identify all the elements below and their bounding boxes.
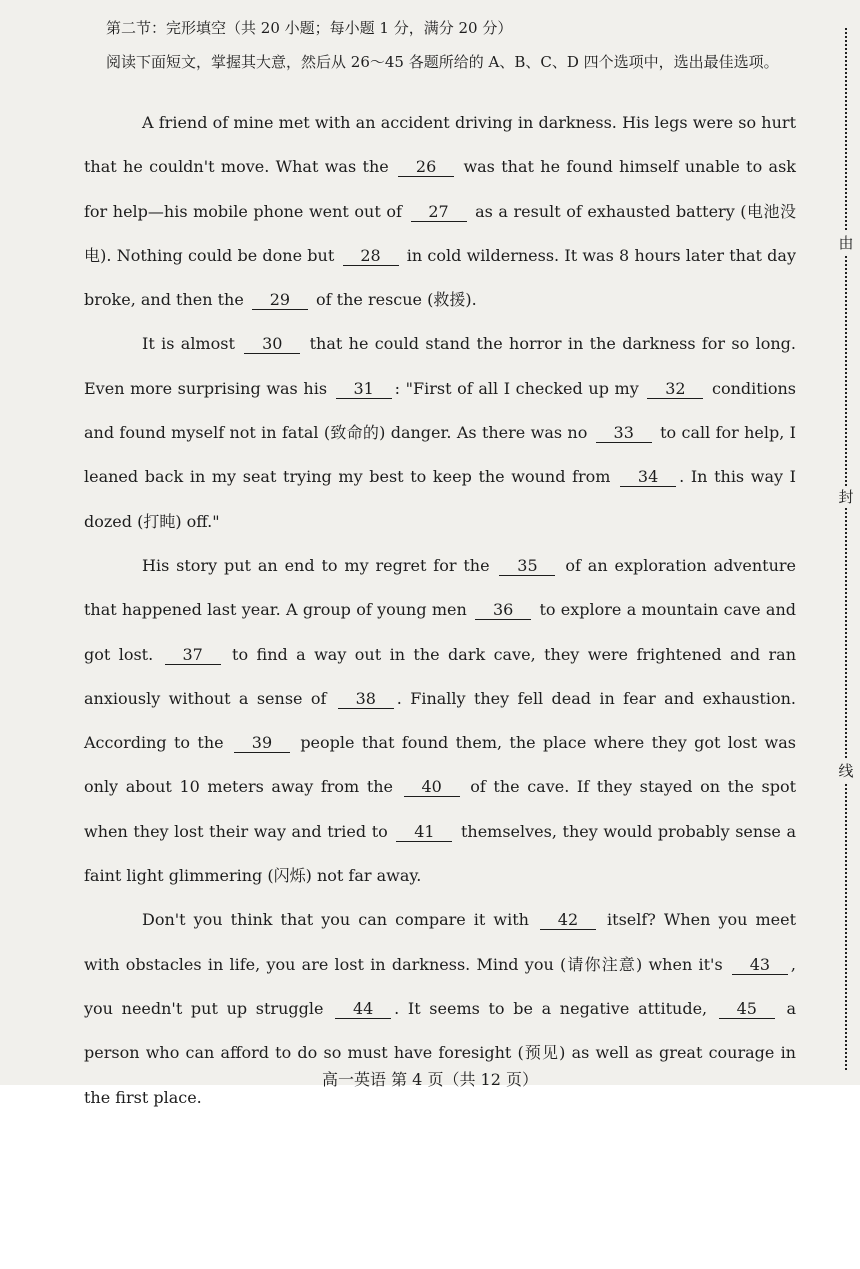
binding-mark-2: 封 xyxy=(835,486,857,508)
passage-text: a person who can afford to do so must have foresight (预见) as well as great courage in the first place. xyxy=(84,998,797,1107)
binding-mark-3: 线 xyxy=(835,760,857,782)
answer-blank-32: 32 xyxy=(647,380,703,399)
passage-text: to call for help, I leaned back in my seat trying my best to keep the wound from xyxy=(84,423,797,487)
passage-text: itself? When you meet with obstacles in life, you are lost in darkness. Mind you (请你注意) when it's xyxy=(84,910,797,974)
passage-text: It is almost xyxy=(142,334,235,354)
binding-mark-1: 由 xyxy=(835,232,857,254)
answer-blank-27: 27 xyxy=(411,203,467,222)
passage-text: His story put an end to my regret for the xyxy=(142,555,490,575)
passage-text: that he could stand the horror in the darkness for so long. Even more surprising was his xyxy=(84,334,797,398)
answer-blank-31: 31 xyxy=(336,380,392,399)
passage-text: A friend of mine met with an accident driving in darkness. His legs were so hurt that he couldn't move. What was the xyxy=(84,113,796,177)
passage-text: , you needn't put up struggle xyxy=(84,954,796,1018)
answer-blank-42: 42 xyxy=(540,911,596,930)
answer-blank-33: 33 xyxy=(596,424,652,443)
passage-text: . Finally they fell dead in fear and exhaustion. According to the xyxy=(84,688,796,753)
answer-blank-30: 30 xyxy=(244,335,300,354)
passage-paragraph-2 xyxy=(84,322,796,543)
answer-blank-40: 40 xyxy=(404,778,460,797)
passage-text: was that he found himself unable to ask for help—his mobile phone went out of xyxy=(84,157,796,221)
passage-text: Don't you think that you can compare it with xyxy=(142,910,529,930)
answer-blank-28: 28 xyxy=(343,247,399,266)
passage-text: as a result of exhausted battery (电池没电). Nothing could be done but xyxy=(84,201,796,265)
answer-blank-39: 39 xyxy=(234,734,290,753)
passage-text: . It seems to be a negative attitude, xyxy=(394,998,708,1018)
answer-blank-36: 36 xyxy=(475,601,531,620)
passage-text: of the rescue (救援). xyxy=(316,290,477,310)
answer-blank-45: 45 xyxy=(719,1000,775,1019)
answer-blank-34: 34 xyxy=(620,468,676,487)
answer-blank-37: 37 xyxy=(165,646,221,665)
answer-blank-29: 29 xyxy=(252,291,308,310)
answer-blank-41: 41 xyxy=(396,823,452,842)
passage-text: . In this way I dozed (打盹) off." xyxy=(84,467,796,531)
passage-text: themselves, they would probably sense a faint light glimmering (闪烁) not far away. xyxy=(84,821,796,886)
page-content xyxy=(84,14,796,1120)
passage-text: to find a way out in the dark cave, they were frightened and ran anxiously without a sense of xyxy=(84,644,796,708)
passage-text: conditions and found myself not in fatal (致命的) danger. As there was no xyxy=(84,378,796,443)
section-instructions: 阅读下面短文，掌握其大意，然后从 26～45 各题所给的 A、B、C、D 四个选项中，选出最佳选项。 xyxy=(106,53,779,71)
answer-blank-26: 26 xyxy=(398,158,454,177)
passage-text: of the cave. If they stayed on the spot when they lost their way and tried to xyxy=(84,777,797,841)
passage-text: to explore a mountain cave and got lost. xyxy=(84,600,797,664)
answer-blank-38: 38 xyxy=(338,690,394,709)
binding-line xyxy=(845,28,847,1070)
answer-blank-44: 44 xyxy=(335,1000,391,1019)
passage-paragraph-3 xyxy=(84,544,796,898)
passage-paragraph-1 xyxy=(84,101,796,322)
passage-text: people that found them, the place where they got lost was only about 10 meters away from the xyxy=(84,733,796,797)
passage-text: in cold wilderness. It was 8 hours later that day broke, and then the xyxy=(84,245,796,310)
section-heading: 第二节：完形填空（共 20 小题；每小题 1 分，满分 20 分） xyxy=(106,19,513,37)
passage-text: : "First of all I checked up my xyxy=(394,378,639,398)
page-footer: 高一英语 第 4 页（共 12 页） xyxy=(322,1070,538,1089)
answer-blank-43: 43 xyxy=(732,956,788,975)
passage-text: of an exploration adventure that happened last year. A group of young men xyxy=(84,555,797,620)
answer-blank-35: 35 xyxy=(499,557,555,576)
